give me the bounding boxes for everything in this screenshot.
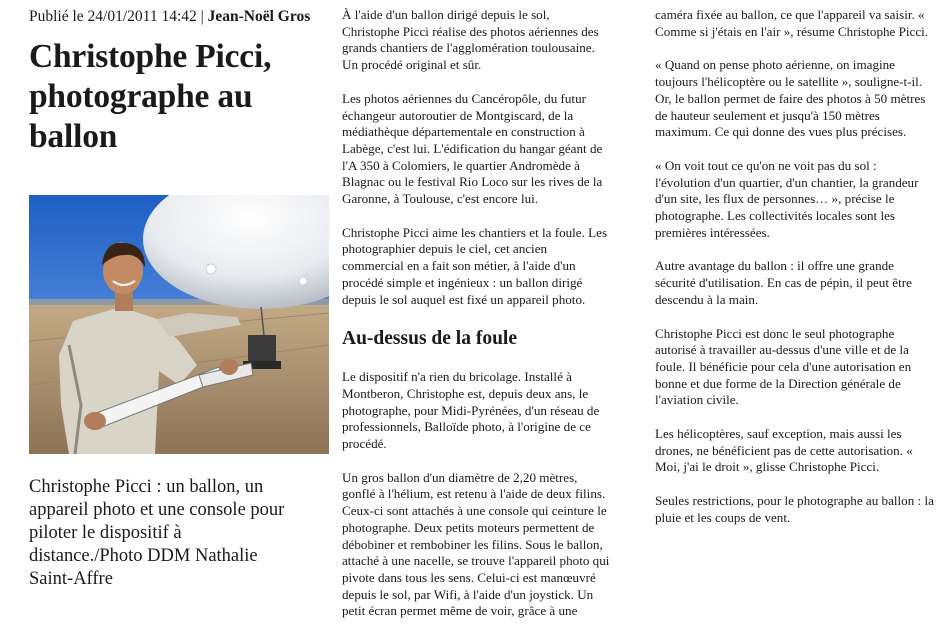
article-paragraph: caméra fixée au ballon, ce que l'appareil va saisir. « Comme si j'étais en l'air », résume Christophe Picci. (655, 7, 929, 39)
article-paragraph: Le dispositif n'a rien du bricolage. Installé à Montberon, Christophe est, depuis deux ans, le photographe, pour Midi-Pyrénées, d'un réseau de professionnels, Balloïde photo, à l'origine de ce procédé. (342, 369, 600, 452)
article-paragraph: Christophe Picci est donc le seul photographe autorisé à travailler au-dessus d'une ville et de la foule. Il bénéficie pour cela d'une autorisation en bonne et due forme de la Direction générale de l'aviation civile. (655, 325, 912, 408)
article-paragraph: À l'aide d'un ballon dirigé depuis le sol, Christophe Picci réalise des photos aériennes des grands chantiers de l'agglomération toulousaine. Un procédé original et sûr. (342, 7, 599, 73)
section-subheading: Au-dessus de la foule (342, 328, 517, 350)
article-paragraph: Les hélicoptères, sauf exception, mais aussi les drones, ne bénéficient pas de cette autorisation. « Moi, j'ai le droit », glisse Christophe Picci. (655, 426, 913, 475)
byline (29, 6, 329, 27)
article-photo (29, 195, 329, 454)
author-link[interactable]: Jean-Noël Gros (207, 8, 311, 25)
article-paragraph: Christophe Picci aime les chantiers et la foule. Les photographier depuis le ciel, cet ancien commercial en a fait son métier, à l'aide d'un procédé simple et ingénieux : un ballon dirigé depuis le sol auquel est fixé un appareil photo. (342, 224, 608, 307)
publish-date: Publié le 24/01/2011 14:42 | (29, 8, 208, 25)
right-column (655, 0, 935, 544)
article-headline: Christophe Picci, photographe au ballon (29, 38, 272, 155)
article-paragraph: Autre avantage du ballon : il offre une grande sécurité d'utilisation. En cas de pépin, il peut être descendu à la main. (655, 258, 912, 307)
photographer-with-balloon-image (29, 195, 329, 454)
article-paragraph: « Quand on pense photo aérienne, on imagine toujours l'hélicoptère ou le satellite », souligne-t-il. Or, le ballon permet de faire des photos à 50 mètres de hauteur seulement et jusqu'à 150 mètres maximum. Ce qui donne des vues plus précises. (655, 57, 926, 140)
article-paragraph: « On voit tout ce qu'on ne voit pas du sol : l'évolution d'un quartier, d'un chantier, la grandeur d'un site, les flux de personnes… », précise le photographe. Les collectivités locales sont les premières intéressées. (655, 157, 919, 240)
left-column (29, 0, 329, 591)
middle-column (342, 0, 610, 637)
photo-caption: Christophe Picci : un ballon, un appareil photo et une console pour piloter le dispositif à distance./Photo DDM Nathalie Saint-Affre (29, 477, 285, 589)
article-paragraph: Un gros ballon d'un diamètre de 2,20 mètres, gonflé à l'hélium, est retenu à l'aide de deux filins. Ceux-ci sont attachés à une console qui ceinture le photographe. Deux petits moteurs permettent de débobiner et rembobiner les filins. Sous le ballon, attaché à une nacelle, se trouve l'appareil photo qui pivote dans tous les sens. Celui-ci est manœuvré depuis le sol, par Wifi, à l'aide d'un joystick. Un petit écran permet même de voir, grâce à une (342, 469, 610, 619)
article-paragraph: Seules restrictions, pour le photographe au ballon : la pluie et les coups de vent. (655, 493, 934, 525)
article-paragraph: Les photos aériennes du Cancéropôle, du futur échangeur autoroutier de Montgiscard, de la médiathèque départementale en construction à Labège, c'est lui. L'édification du hangar géant de l'A 350 à Colomiers, le quartier Andromède à Blagnac ou le festival Rio Loco sur les rives de la Garonne, à Toulouse, c'est encore lui. (342, 90, 603, 207)
